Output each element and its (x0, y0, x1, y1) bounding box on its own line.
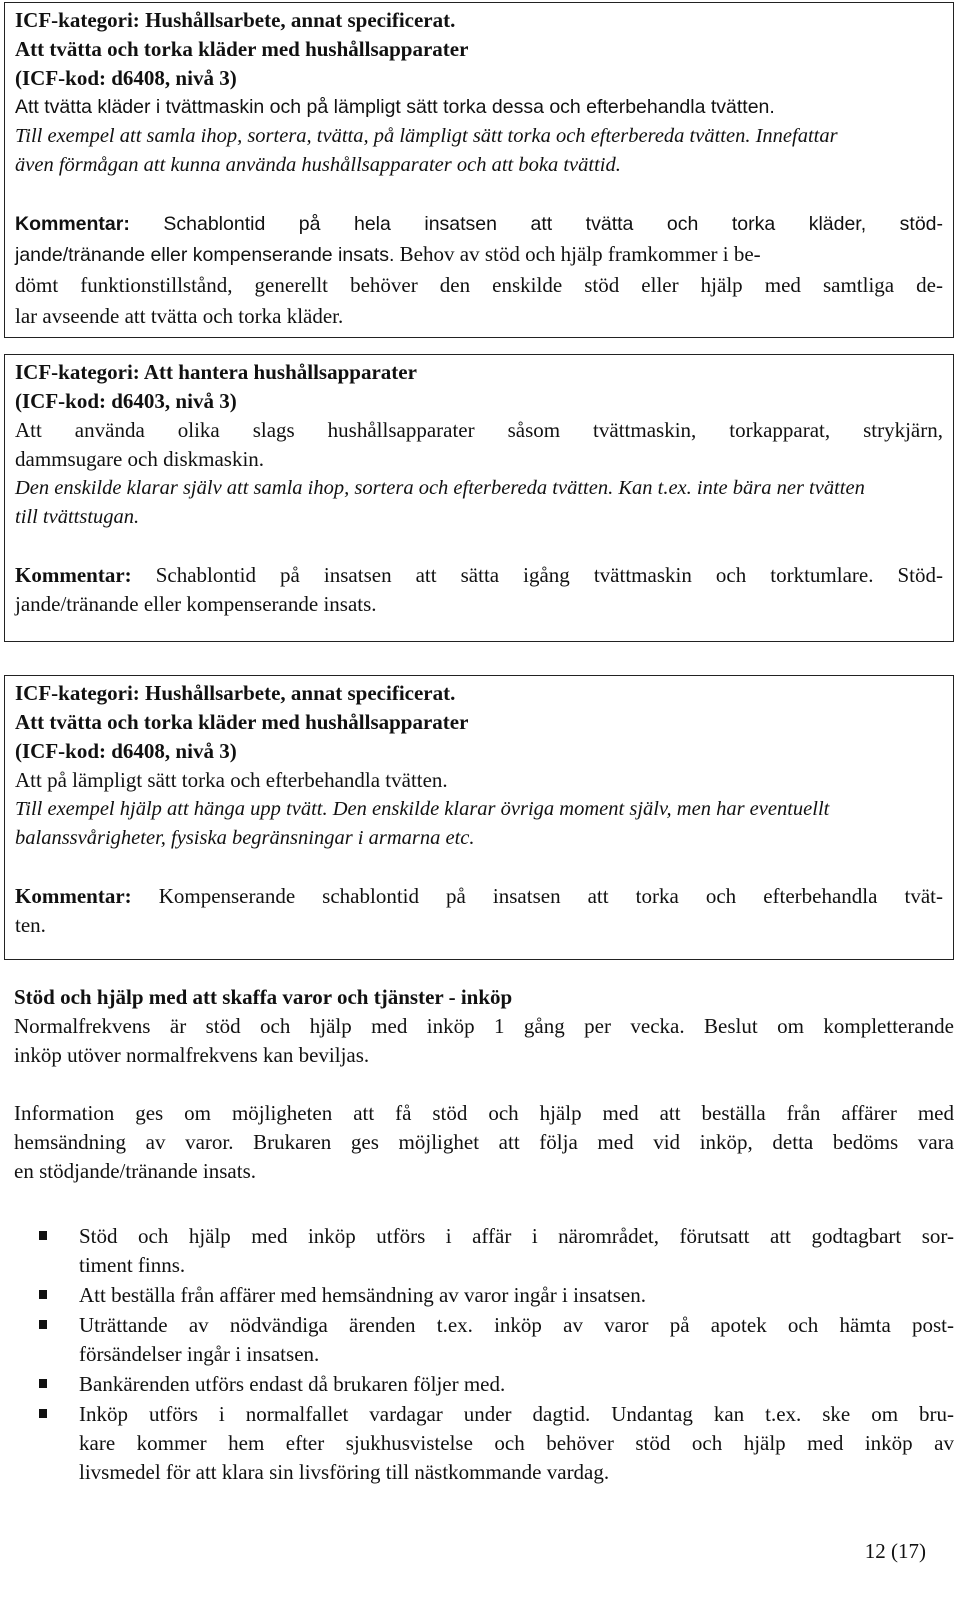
icf-subtitle: Att tvätta och torka kläder med hushållsapparater (15, 710, 469, 734)
comment-label: Kommentar: (15, 213, 130, 235)
icf-category-title: ICF-kategori: Hushållsarbete, annat specificerat. (15, 681, 456, 705)
icf-description: Att på lämpligt sätt torka och efterbehandla tvätten. (15, 768, 448, 792)
list-item-text: kare kommer hem efter sjukhusvistelse och behöver stöd och hjälp med inköp av (79, 1431, 954, 1455)
spacer (15, 532, 943, 561)
spacer (15, 180, 943, 209)
list-item (0, 1311, 954, 1369)
comment-label: Kommentar: (15, 884, 132, 908)
icf-example-line: även förmågan att kunna använda hushållsapparater och att boka tvättid. (15, 154, 621, 176)
comment-line (15, 239, 943, 270)
paragraph-line: Normalfrekvens är stöd och hjälp med inköp 1 gång per vecka. Beslut om kompletterande (14, 1014, 954, 1038)
list-item (0, 1400, 954, 1487)
bullet-icon (39, 1231, 47, 1240)
bullet-icon (39, 1290, 47, 1299)
comment-text: Schablontid på hela insatsen att tvätta och torka kläder, stöd- (163, 213, 944, 235)
icf-example-line: balanssvårigheter, fysiska begränsningar i armarna etc. (15, 827, 475, 849)
comment-line (15, 561, 943, 590)
list-item-text: Bankärenden utförs endast då brukaren följer med. (79, 1372, 506, 1396)
icf-description: Att använda olika slags hushållsapparater såsom tvättmaskin, torkapparat, strykjärn, (15, 418, 943, 442)
comment-text: jande/tränande eller kompenserande insats. (15, 244, 395, 266)
list-item-text: timent finns. (79, 1253, 186, 1277)
comment-line: jande/tränande eller kompenserande insats. (15, 592, 377, 616)
purchase-section (14, 983, 954, 1488)
comment-line (15, 209, 943, 239)
icf-example-line: till tvättstugan. (15, 506, 140, 528)
section-heading: Stöd och hjälp med att skaffa varor och tjänster - inköp (14, 985, 513, 1009)
list-item (0, 1222, 954, 1280)
icf-subtitle: Att tvätta och torka kläder med hushållsapparater (15, 37, 469, 61)
list-item (0, 1370, 954, 1399)
icf-category-title (15, 6, 943, 35)
spacer (15, 853, 943, 882)
list-item-text: Att beställa från affärer med hemsändning av varor ingår i insatsen. (79, 1283, 646, 1307)
list-item-text: Inköp utförs i normalfallet vardagar under dagtid. Undantag kan t.ex. ske om bru- (79, 1402, 954, 1426)
icf-example-line: Den enskilde klarar själv att samla ihop, sortera och efterbereda tvätten. Kan t.ex. inte bära ner tvätten (15, 477, 865, 499)
icf-description: dammsugare och diskmaskin. (15, 447, 265, 471)
bullet-icon (39, 1409, 47, 1418)
comment-text: Behov av stöd och hjälp framkommer i be- (399, 242, 761, 266)
list-item-text: Stöd och hjälp med inköp utförs i affär i närområdet, förutsatt att godtagbart sor- (79, 1224, 954, 1248)
bullet-list (0, 1222, 954, 1487)
icf-category-label: ICF-kategori: (15, 8, 140, 32)
icf-box-washing (4, 2, 954, 338)
comment-line: ten. (15, 913, 46, 937)
comment-line: dömt funktionstillstånd, generellt behöver den enskilde stöd eller hjälp med samtliga de- (15, 273, 943, 297)
bullet-icon (39, 1379, 47, 1388)
page-number: 12 (17) (864, 1539, 926, 1563)
icf-code: (ICF-kod: d6403, nivå 3) (15, 389, 237, 413)
comment-line: lar avseende att tvätta och torka kläder. (15, 304, 344, 328)
comment-text: Kompenserande schablontid på insatsen att torka och efterbehandla tvät- (158, 884, 943, 908)
spacer (14, 1070, 954, 1099)
paragraph-line: inköp utöver normalfrekvens kan beviljas. (14, 1043, 370, 1067)
comment-text: Schablontid på insatsen att sätta igång tvättmaskin och torktumlare. Stöd- (155, 563, 943, 587)
icf-example-line: Till exempel att samla ihop, sortera, tvätta, på lämpligt sätt torka och efterbereda tvätten. Innefattar (15, 125, 838, 147)
icf-category-value: Hushållsarbete, annat specificerat. (145, 8, 456, 32)
paragraph-line: Information ges om möjligheten att få stöd och hjälp med att beställa från affärer med (14, 1101, 954, 1125)
list-item-text: Uträttande av nödvändiga ärenden t.ex. inköp av varor på apotek och hämta post- (79, 1313, 954, 1337)
paragraph-line: en stödjande/tränande insats. (14, 1159, 257, 1183)
icf-category-title: ICF-kategori: Att hantera hushållsapparater (15, 360, 417, 384)
bullet-icon (39, 1320, 47, 1329)
comment-label: Kommentar: (15, 563, 132, 587)
icf-description: Att tvätta kläder i tvättmaskin och på lämpligt sätt torka dessa och efterbehandla tvätten. (15, 96, 775, 118)
icf-code: (ICF-kod: d6408, nivå 3) (15, 66, 237, 90)
list-item (0, 1281, 954, 1310)
icf-example-line: Till exempel hjälp att hänga upp tvätt. Den enskilde klarar övriga moment själv, men har eventuellt (15, 798, 830, 820)
spacer (14, 1186, 954, 1222)
paragraph-line: hemsändning av varor. Brukaren ges möjlighet att följa med vid inköp, detta bedöms vara (14, 1130, 954, 1154)
icf-code: (ICF-kod: d6408, nivå 3) (15, 739, 237, 763)
list-item-text: försändelser ingår i insatsen. (79, 1342, 320, 1366)
list-item-text: livsmedel för att klara sin livsföring till nästkommande vardag. (79, 1460, 610, 1484)
icf-box-appliances (4, 354, 954, 642)
icf-box-drying (4, 675, 954, 960)
comment-line (15, 882, 943, 911)
